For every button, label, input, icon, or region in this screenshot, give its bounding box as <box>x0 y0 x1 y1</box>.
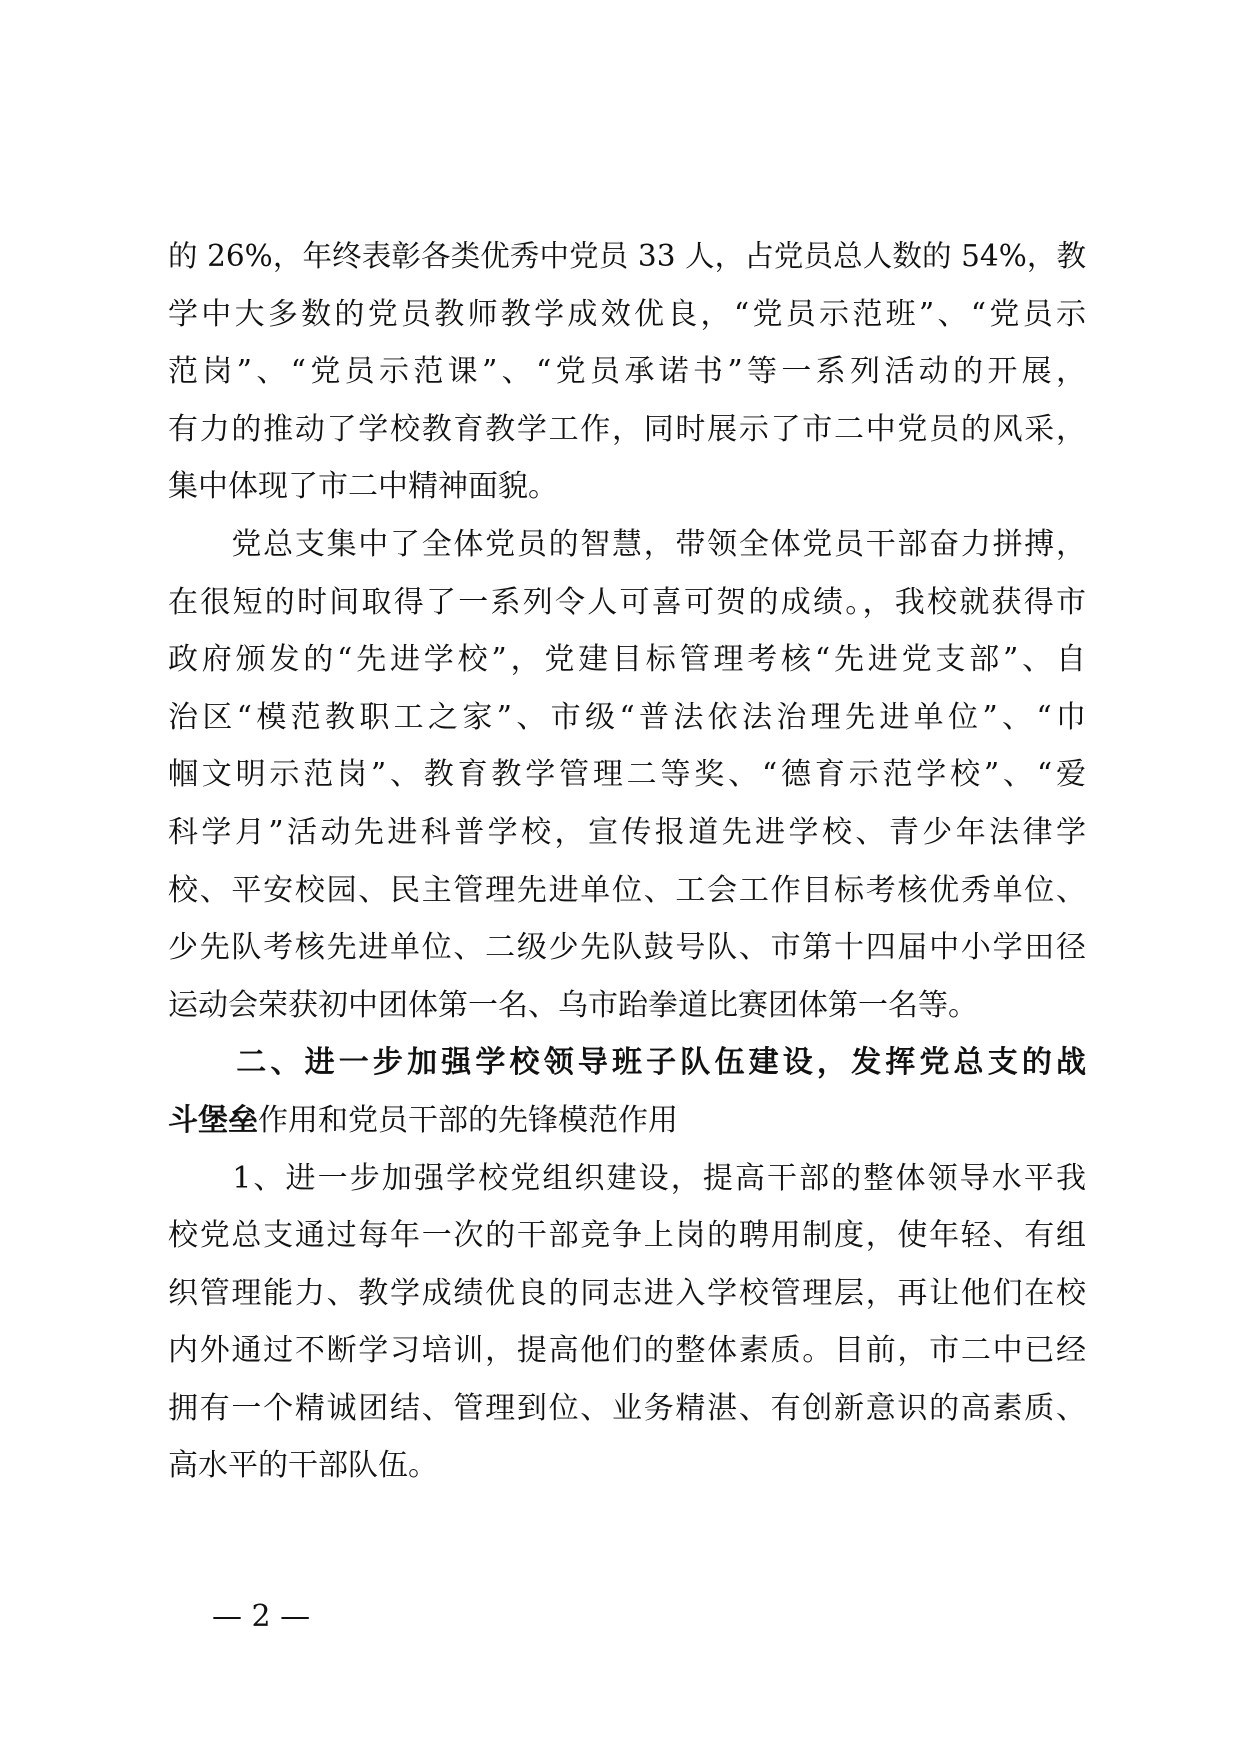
heading-bold-text: 二、进一步加强学校领导班子队伍建设，发挥党总支的战 <box>168 1045 1086 1081</box>
text-line: 校党总支通过每年一次的干部竞争上岗的聘用制度，使年轻、有组 <box>168 1218 1086 1254</box>
paragraph-party-building <box>168 1150 1086 1496</box>
paragraph-honors <box>168 516 1086 1034</box>
text-line: 集中体现了市二中精神面貌。 <box>168 469 558 505</box>
text-line: 治区“模范教职工之家”、市级“普法依法治理先进单位”、“巾 <box>168 699 1086 735</box>
text-line: 拥有一个精诚团结、管理到位、业务精湛、有创新意识的高素质、 <box>168 1390 1086 1426</box>
text-line: 科学月”活动先进科普学校，宣传报道先进学校、青少年法律学 <box>168 814 1086 850</box>
text-line: 运动会荣获初中团体第一名、乌市跆拳道比赛团体第一名等。 <box>168 987 978 1023</box>
document-body <box>168 228 1086 1495</box>
text-line: 内外通过不断学习培训，提高他们的整体素质。目前，市二中已经 <box>168 1333 1086 1369</box>
text-line: 校、平安校园、民主管理先进单位、工会工作目标考核优秀单位、 <box>168 872 1086 908</box>
heading-line <box>168 1092 1086 1150</box>
text-line: 有力的推动了学校教育教学工作，同时展示了市二中党员的风采， <box>168 411 1086 447</box>
text-line: 范岗”、“党员示范课”、“党员承诺书”等一系列活动的开展， <box>168 354 1086 390</box>
text-line: 在很短的时间取得了一系列令人可喜可贺的成绩。，我校就获得市 <box>168 584 1086 620</box>
section-heading-2 <box>168 1034 1086 1149</box>
page-number: — 2 — <box>212 1599 311 1634</box>
text-line: 帼文明示范岗”、教育教学管理二等奖、“德育示范学校”、“爱 <box>168 757 1086 793</box>
text-line: 高水平的干部队伍。 <box>168 1448 438 1484</box>
text-line: 学中大多数的党员教师教学成效优良，“党员示范班”、“党员示 <box>168 296 1086 332</box>
text-line: 1、进一步加强学校党组织建设，提高干部的整体领导水平我 <box>168 1160 1086 1196</box>
heading-bold-text: 斗堡垒 <box>168 1102 258 1138</box>
paragraph-achievements-stats <box>168 228 1086 516</box>
text-line: 政府颁发的“先进学校”，党建目标管理考核“先进党支部”、自 <box>168 642 1086 678</box>
text-line: 织管理能力、教学成绩优良的同志进入学校管理层，再让他们在校 <box>168 1275 1086 1311</box>
heading-normal-text: 作用和党员干部的先锋模范作用 <box>258 1102 678 1138</box>
text-line: 少先队考核先进单位、二级少先队鼓号队、市第十四届中小学田径 <box>168 930 1086 966</box>
text-line: 党总支集中了全体党员的智慧，带领全体党员干部奋力拼搏， <box>168 526 1086 562</box>
text-line: 的 26%，年终表彰各类优秀中党员 33 人，占党员总人数的 54%，教 <box>168 239 1086 273</box>
heading-line <box>168 1034 1086 1092</box>
